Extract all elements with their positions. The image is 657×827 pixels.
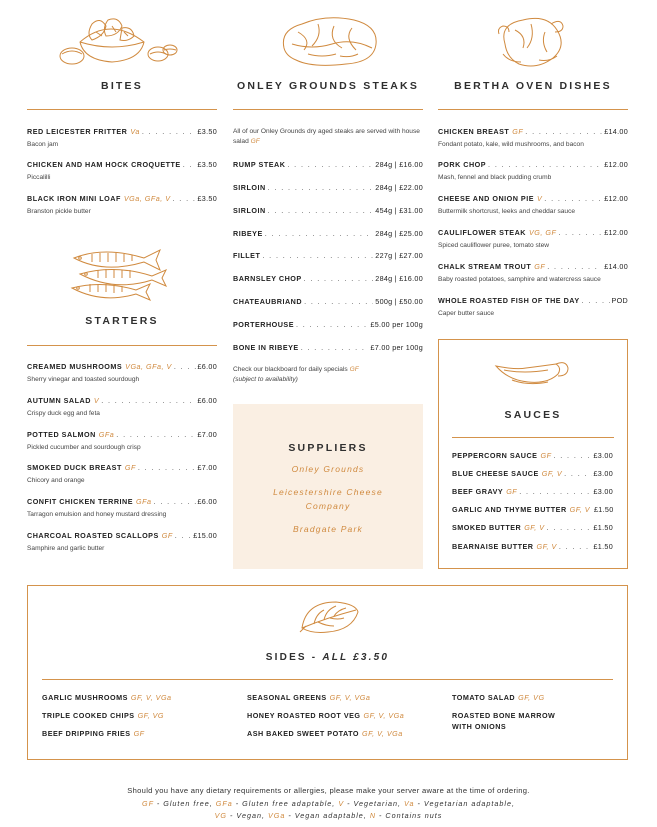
menu-item [438, 262, 628, 284]
item-name: RIBEYE [233, 229, 263, 238]
item-tags: GF, V [569, 505, 590, 514]
item-tags: GF [124, 463, 136, 472]
item-price: 284g | £16.00 [375, 160, 423, 169]
menu-item [27, 430, 217, 452]
menu-item [452, 469, 613, 478]
sides-column-1 [42, 692, 172, 739]
steaks-note-text: Check our blackboard for daily specials [233, 366, 348, 373]
starters-title: STARTERS [85, 315, 159, 327]
item-price: £6.00 [197, 497, 217, 506]
supplier-name: Onley Grounds [291, 464, 365, 474]
item-name: SMOKED DUCK BREAST [27, 463, 122, 472]
menu-item [27, 531, 217, 553]
menu-item [233, 183, 423, 192]
item-desc: Piccalilli [27, 174, 51, 181]
item-price: 284g | £25.00 [375, 229, 423, 238]
steaks-note-subtext: (subject to availability) [233, 376, 298, 383]
item-name: BONE IN RIBEYE [233, 343, 299, 352]
menu-item [27, 160, 217, 182]
menu-item [233, 320, 423, 329]
menu-item [27, 194, 217, 216]
side-name: ROASTED BONE MARROW [452, 711, 556, 720]
item-name: BARNSLEY CHOP [233, 274, 302, 283]
menu-item [233, 251, 423, 260]
item-tags: VGa, GFa, V [125, 362, 172, 371]
legend-value: Vegan, [236, 811, 265, 820]
item-desc: Crispy duck egg and feta [27, 410, 100, 417]
sauces-title: SAUCES [504, 409, 562, 421]
menu-item [27, 362, 217, 384]
item-name: BLACK IRON MINI LOAF [27, 194, 121, 203]
item-price: £3.50 [197, 160, 217, 169]
item-price: £12.00 [604, 228, 628, 237]
legend-line-2: VG - Vegan, VGa - Vegan adaptable, N - Contains nuts [214, 811, 443, 820]
menu-item [27, 127, 217, 149]
legend-key: N [369, 811, 377, 820]
item-name: PEPPERCORN SAUCE [452, 451, 538, 460]
sides-rule [42, 679, 613, 680]
menu-item [233, 297, 423, 306]
item-price: £3.50 [197, 194, 217, 203]
legend-value: Gluten free adaptable, [242, 799, 336, 808]
item-price: £1.50 [593, 523, 613, 532]
item-name: SIRLOIN [233, 206, 266, 215]
item-price: £3.50 [197, 127, 217, 136]
side-tags: GF, V, VGa [130, 693, 172, 702]
sides-title-text: SIDES [265, 652, 307, 663]
starters-rule [27, 345, 217, 346]
item-desc: Tarragon emulsion and honey mustard dressing [27, 511, 167, 518]
item-price: £3.00 [593, 469, 613, 478]
steak-icon [278, 14, 382, 70]
item-desc: Pickled cucumber and sourdough crisp [27, 444, 141, 451]
menu-item [452, 487, 613, 496]
item-name: BEARNAISE BUTTER [452, 542, 534, 551]
legend-key: GF [141, 799, 154, 808]
item-price: £7.00 per 100g [370, 343, 423, 352]
bertha-title: BERTHA OVEN DISHES [454, 80, 612, 92]
item-tags: GF [161, 531, 173, 540]
item-price: £5.00 per 100g [370, 320, 423, 329]
item-price: £15.00 [193, 531, 217, 540]
item-tags: GF, V [524, 523, 545, 532]
bites-rule [27, 109, 217, 110]
sides-title-suffix: ALL £3.50 [322, 652, 390, 663]
legend-value: Gluten free, [163, 799, 213, 808]
supplier-name: Bradgate Park [293, 524, 363, 534]
side-name: GARLIC MUSHROOMS [42, 693, 128, 702]
item-tags: GF, V [536, 542, 557, 551]
side-name: WITH ONIONS [452, 722, 507, 731]
suppliers-panel [233, 404, 423, 569]
item-name: CAULIFLOWER STEAK [438, 228, 526, 237]
legend-value: Vegetarian, [353, 799, 401, 808]
item-price: 227g | £27.00 [375, 251, 423, 260]
steaks-note [233, 365, 423, 385]
item-price: 284g | £16.00 [375, 274, 423, 283]
item-desc: Mash, fennel and black pudding crumb [438, 174, 552, 181]
menu-item [27, 396, 217, 418]
steaks-intro-text: All of our Onley Grounds dry aged steaks are served with house salad [233, 128, 420, 145]
menu-item [233, 229, 423, 238]
bertha-rule [438, 109, 628, 110]
menu-item [438, 228, 628, 250]
item-name: CHATEAUBRIAND [233, 297, 303, 306]
item-desc: Samphire and garlic butter [27, 545, 105, 552]
item-tags: V [537, 194, 543, 203]
item-price: 454g | £31.00 [375, 206, 423, 215]
menu-item [438, 127, 628, 149]
item-name: GARLIC AND THYME BUTTER [452, 505, 567, 514]
fish-icon [66, 244, 174, 302]
side-name: BEEF DRIPPING FRIES [42, 729, 131, 738]
sides-column-2 [247, 692, 404, 739]
item-name: CHARCOAL ROASTED SCALLOPS [27, 531, 159, 540]
menu-item [27, 463, 217, 485]
side-tags: GF, VG [137, 711, 165, 720]
item-price: 284g | £22.00 [375, 183, 423, 192]
item-name: PORK CHOP [438, 160, 487, 169]
side-name: TRIPLE COOKED CHIPS [42, 711, 135, 720]
menu-item [438, 160, 628, 182]
item-price: £12.00 [604, 160, 628, 169]
legend-value: Vegan adaptable, [294, 811, 367, 820]
legend-value: Vegetarian adaptable, [423, 799, 515, 808]
item-price: £7.00 [197, 430, 217, 439]
side-tags: GF, VG [518, 693, 545, 702]
side-name: HONEY ROASTED ROOT VEG [247, 711, 361, 720]
side-name: TOMATO SALAD [452, 693, 516, 702]
item-name: CONFIT CHICKEN TERRINE [27, 497, 134, 506]
side-tags: GF, V, VGa [329, 693, 371, 702]
item-tags: VGa, GFa, V [123, 194, 171, 203]
legend-key: VG [214, 811, 228, 820]
item-price: £12.00 [604, 194, 628, 203]
item-name: FILLET [233, 251, 261, 260]
side-name: ASH BAKED SWEET POTATO [247, 729, 360, 738]
legend-key: Va [404, 799, 415, 808]
supplier-name: Leicestershire Cheese [273, 487, 383, 497]
item-name: BEEF GRAVY [452, 487, 504, 496]
item-desc: Chicory and orange [27, 477, 85, 484]
legend-line-1: GF - Gluten free, GFa - Gluten free adaptable, V - Vegetarian, Va - Vegetarian adaptable, [141, 799, 515, 808]
item-desc: Bacon jam [27, 141, 59, 148]
item-price: POD [611, 296, 628, 305]
mussels-bowl-icon [52, 14, 180, 72]
footer [0, 786, 657, 822]
menu-item [233, 160, 423, 169]
item-price: £14.00 [604, 262, 628, 271]
item-name: CHICKEN AND HAM HOCK CROQUETTE [27, 160, 181, 169]
item-name: CHALK STREAM TROUT [438, 262, 532, 271]
item-price: £14.00 [604, 127, 628, 136]
menu-item [452, 523, 613, 532]
supplier-name: Company [305, 501, 351, 511]
item-name: POTTED SALMON [27, 430, 96, 439]
suppliers-title: SUPPLIERS [288, 442, 368, 454]
item-name: BLUE CHEESE SAUCE [452, 469, 539, 478]
item-tags: Va [130, 127, 140, 136]
menu-item [438, 194, 628, 216]
menu-item [233, 343, 423, 352]
legend-key: GFa [215, 799, 233, 808]
item-name: WHOLE ROASTED FISH OF THE DAY [438, 296, 580, 305]
item-desc: Spiced cauliflower puree, tomato stew [438, 242, 550, 249]
sides-column-3 [452, 692, 555, 732]
side-name: SEASONAL GREENS [247, 693, 327, 702]
item-name: CREAMED MUSHROOMS [27, 362, 123, 371]
item-desc: Caper butter sauce [438, 310, 495, 317]
steaks-intro [233, 127, 423, 147]
item-price: £6.00 [197, 362, 217, 371]
item-name: AUTUMN SALAD [27, 396, 91, 405]
menu-item [233, 206, 423, 215]
legend-key: VGa [267, 811, 286, 820]
item-tags: GF [540, 451, 552, 460]
item-tags: GF [512, 127, 524, 136]
item-price: £1.50 [593, 542, 613, 551]
item-price: £3.00 [593, 487, 613, 496]
menu-item [438, 296, 628, 318]
steaks-rule [233, 109, 423, 110]
side-tags: GF, V, VGa [363, 711, 405, 720]
item-desc: Sherry vinegar and toasted sourdough [27, 376, 140, 383]
sauces-rule [452, 437, 614, 438]
item-desc: Buttermilk shortcrust, leeks and cheddar sauce [438, 208, 576, 215]
item-name: RUMP STEAK [233, 160, 286, 169]
menu-item [452, 451, 613, 460]
item-name: CHEESE AND ONION PIE [438, 194, 534, 203]
menu-item [233, 274, 423, 283]
sides-title: SIDES - ALL £3.50 [265, 652, 390, 663]
steaks-note-tag: GF [349, 366, 359, 373]
item-tags: VG, GF [528, 228, 557, 237]
legend-key: V [338, 799, 345, 808]
side-tags: GF, V, VGa [362, 729, 403, 738]
item-tags: GFa [98, 430, 115, 439]
item-price: 500g | £50.00 [375, 297, 423, 306]
menu-item [452, 505, 613, 514]
steaks-title: ONLEY GROUNDS STEAKS [236, 80, 420, 92]
item-tags: V [93, 396, 100, 405]
item-name: SIRLOIN [233, 183, 266, 192]
bites-title: BITES [101, 80, 143, 92]
item-price: £1.50 [594, 505, 614, 514]
item-tags: GFa [136, 497, 152, 506]
item-name: RED LEICESTER FRITTER [27, 127, 128, 136]
item-price: £6.00 [197, 396, 217, 405]
item-desc: Branston pickle butter [27, 208, 91, 215]
item-desc: Baby roasted potatoes, samphire and watercress sauce [438, 276, 601, 283]
roast-chicken-icon [495, 14, 571, 70]
menu-item [27, 497, 217, 519]
side-tags: GF [133, 729, 145, 738]
item-tags: GF, V [541, 469, 563, 478]
legend-value: Contains nuts [385, 811, 443, 820]
item-price: £3.00 [593, 451, 613, 460]
item-name: CHICKEN BREAST [438, 127, 510, 136]
item-tags: GF [506, 487, 518, 496]
item-tags: GF [534, 262, 546, 271]
item-price: £7.00 [197, 463, 217, 472]
menu-item [452, 542, 613, 551]
item-name: SMOKED BUTTER [452, 523, 522, 532]
allergy-notice: Should you have any dietary requirements or allergies, please make your server aware at the time of ordering. [127, 786, 530, 795]
item-name: PORTERHOUSE [233, 320, 295, 329]
steaks-intro-tag: GF [250, 138, 260, 145]
item-desc: Fondant potato, kale, wild mushrooms, and bacon [438, 141, 584, 148]
